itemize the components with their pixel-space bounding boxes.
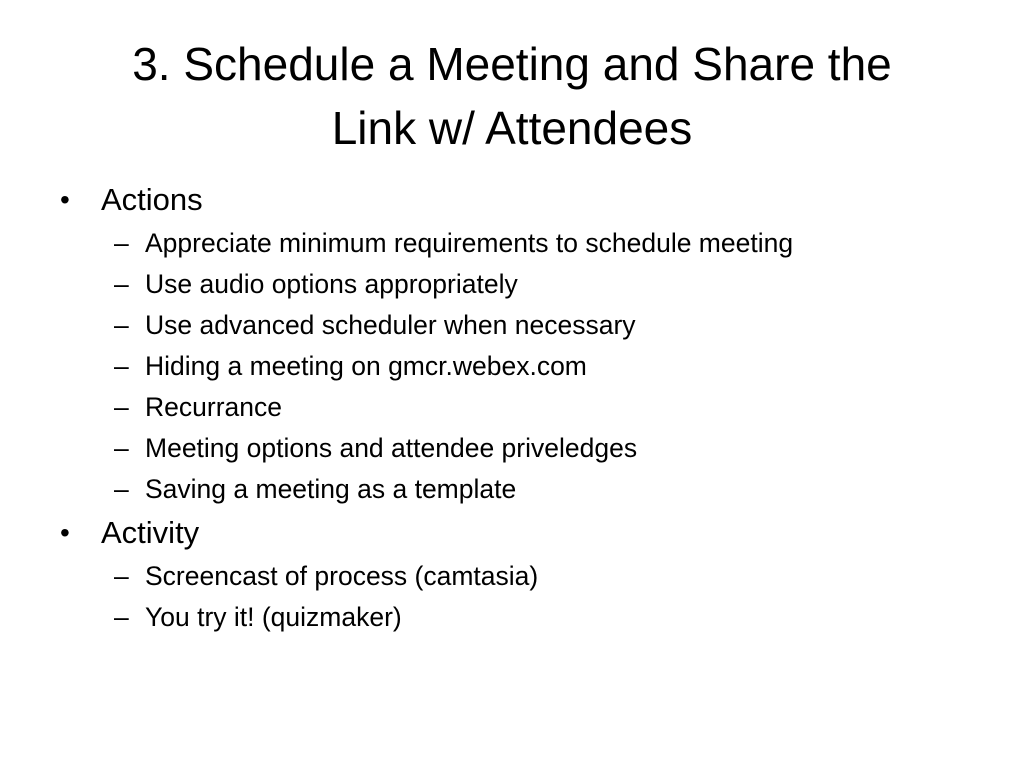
section-heading-actions xyxy=(58,180,978,220)
list-item xyxy=(58,223,978,264)
bullet-icon: • xyxy=(60,517,70,548)
activity-list xyxy=(58,556,978,638)
list-item-text: Hiding a meeting on gmcr.webex.com xyxy=(145,351,587,381)
dash-icon: – xyxy=(114,392,129,422)
bullet-icon: • xyxy=(60,184,70,215)
section-heading-activity xyxy=(58,513,978,553)
list-item-text: Appreciate minimum requirements to schedule meeting xyxy=(145,228,794,258)
actions-list xyxy=(58,223,978,510)
list-item xyxy=(58,346,978,387)
list-item-text: Screencast of process (camtasia) xyxy=(145,561,539,591)
dash-icon: – xyxy=(114,228,129,258)
dash-icon: – xyxy=(114,351,129,381)
slide-title xyxy=(51,32,973,160)
slide-title-line-1: 3. Schedule a Meeting and Share the xyxy=(132,38,892,90)
list-item-text: Meeting options and attendee priveledges xyxy=(145,433,638,463)
list-item xyxy=(58,556,978,597)
list-item-text: Saving a meeting as a template xyxy=(145,474,517,504)
dash-icon: – xyxy=(114,310,129,340)
list-item xyxy=(58,305,978,346)
list-item-text: You try it! (quizmaker) xyxy=(145,602,402,632)
list-item xyxy=(58,597,978,638)
list-item xyxy=(58,469,978,510)
list-item xyxy=(58,264,978,305)
list-item-text: Use audio options appropriately xyxy=(145,269,518,299)
section-heading-label: Actions xyxy=(101,182,203,217)
slide-title-line-2: Link w/ Attendees xyxy=(331,102,693,154)
dash-icon: – xyxy=(114,474,129,504)
list-item-text: Use advanced scheduler when necessary xyxy=(145,310,636,340)
dash-icon: – xyxy=(114,433,129,463)
list-item xyxy=(58,387,978,428)
dash-icon: – xyxy=(114,269,129,299)
dash-icon: – xyxy=(114,561,129,591)
section-heading-label: Activity xyxy=(101,515,200,550)
dash-icon: – xyxy=(114,602,129,632)
slide-body xyxy=(58,180,978,641)
list-item-text: Recurrance xyxy=(145,392,282,422)
list-item xyxy=(58,428,978,469)
